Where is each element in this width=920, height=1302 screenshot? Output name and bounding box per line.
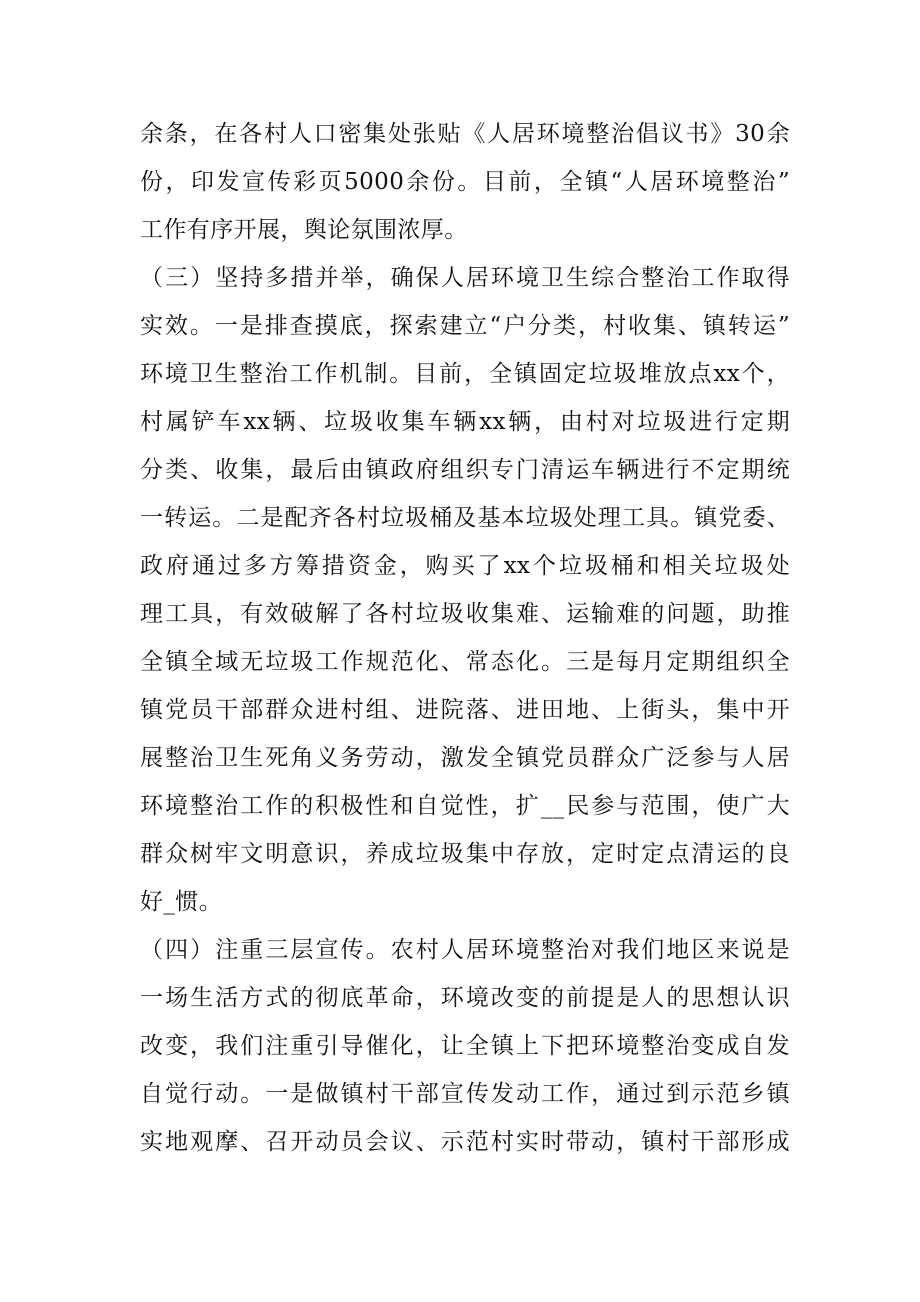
text-line: 一转运。二是配齐各村垃圾桶及基本垃圾处理工具。镇党委、: [140, 505, 790, 531]
text-line: 分类、收集，最后由镇政府组织专门清运车辆进行不定期统: [140, 457, 790, 483]
text-line: （四）注重三层宣传。农村人居环境整治对我们地区来说是: [140, 937, 790, 963]
text-line: 群众树牢文明意识，养成垃圾集中存放，定时定点清运的良: [140, 841, 790, 867]
text-line: 镇党员干部群众进村组、进院落、进田地、上街头，集中开: [140, 697, 790, 723]
text-line: 理工具，有效破解了各村垃圾收集难、运输难的问题，助推: [140, 601, 790, 627]
text-line: 实地观摩、召开动员会议、示范村实时带动，镇村干部形成: [140, 1129, 790, 1155]
text-line: 份，印发宣传彩页5000余份。目前，全镇“人居环境整治”: [140, 169, 790, 195]
text-line: 政府通过多方筹措资金，购买了xx个垃圾桶和相关垃圾处: [140, 553, 790, 579]
text-line: （三）坚持多措并举，确保人居环境卫生综合整治工作取得: [140, 265, 790, 291]
text-line: 展整治卫生死角义务劳动，激发全镇党员群众广泛参与人居: [140, 745, 790, 771]
text-line: 好_惯。: [140, 889, 223, 915]
text-line: 实效。一是排查摸底，探索建立“户分类，村收集、镇转运”: [140, 313, 790, 339]
text-line: 环境卫生整治工作机制。目前，全镇固定垃圾堆放点xx个，: [140, 361, 790, 387]
text-line: 自觉行动。一是做镇村干部宣传发动工作，通过到示范乡镇: [140, 1081, 790, 1107]
text-line: 环境整治工作的积极性和自觉性，扩__民参与范围，使广大: [140, 793, 790, 819]
text-line: 改变，我们注重引导催化，让全镇上下把环境整治变成自发: [140, 1033, 790, 1059]
text-line: 村属铲车xx辆、垃圾收集车辆xx辆，由村对垃圾进行定期: [140, 409, 790, 435]
text-line: 余条，在各村人口密集处张贴《人居环境整治倡议书》30余: [140, 121, 790, 147]
text-line: 工作有序开展，舆论氛围浓厚。: [140, 217, 468, 243]
text-line: 全镇全域无垃圾工作规范化、常态化。三是每月定期组织全: [140, 649, 790, 675]
text-line: 一场生活方式的彻底革命，环境改变的前提是人的思想认识: [140, 985, 790, 1011]
